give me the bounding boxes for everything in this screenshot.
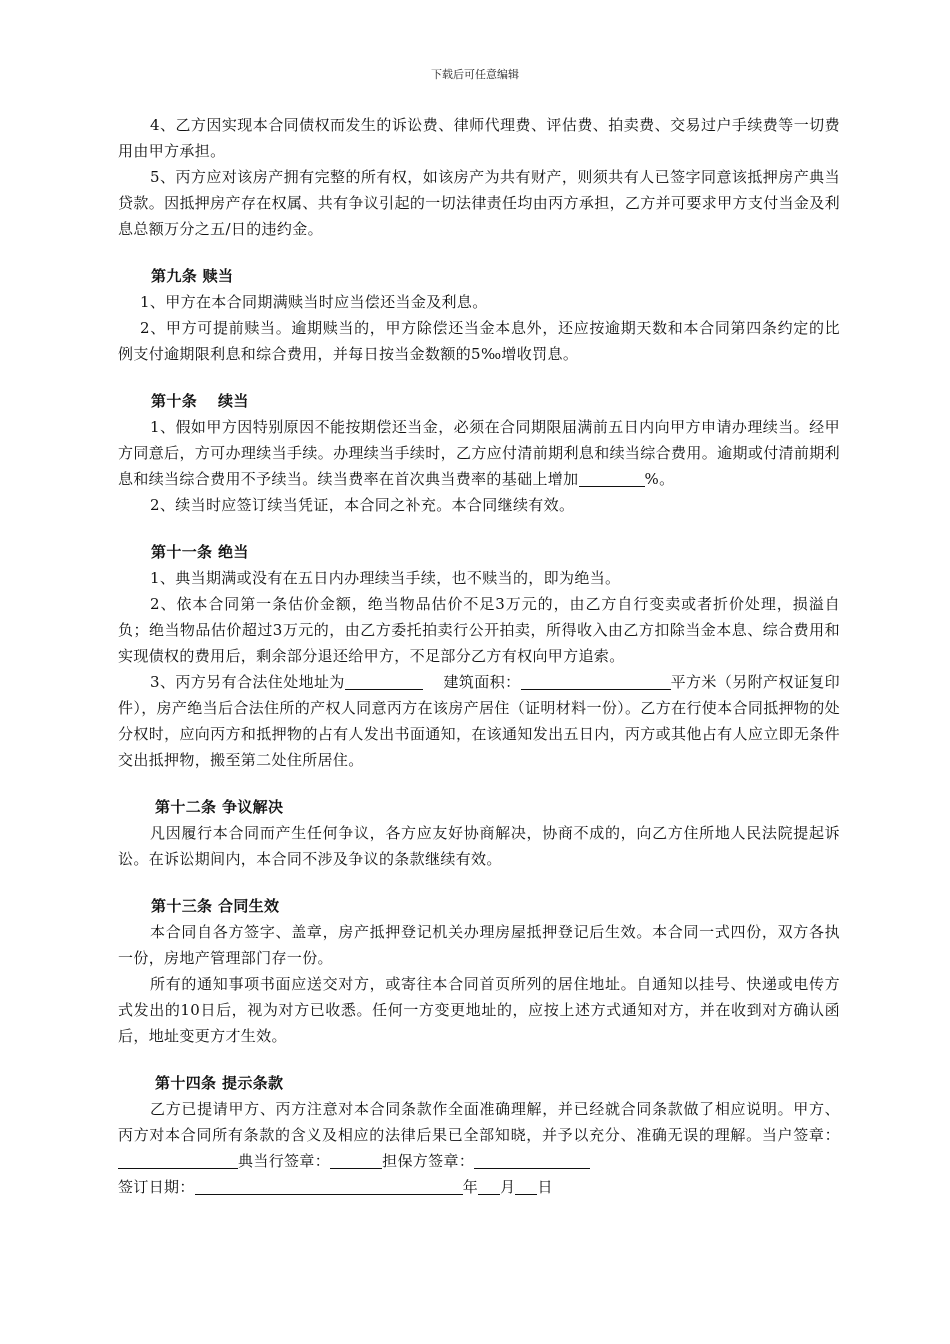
contract-body — [118, 112, 840, 1200]
art14-paragraph-1-text: 乙方已提请甲方、丙方注意对本合同条款作全面准确理解，并已经就合同条款做了相应说明。甲方、丙方对本合同所有条款的含义及相应的法律后果已全部知晓，并予以充分、准确无误的理解。 — [118, 1100, 840, 1144]
month-blank — [478, 1176, 500, 1195]
art8-paragraph-5: 5、丙方应对该房产拥有完整的所有权，如该房产为共有财产，则须共有人已签字同意该抵押房产典当贷款。因抵押房产存在权属、共有争议引起的一切法律责任均由丙方承担，乙方并可要求甲方支付当金及利息总额万分之五/日的违约金。 — [118, 168, 840, 238]
address-label: 3、丙方另有合法住处地址为 — [150, 673, 345, 691]
month-label: 月 — [500, 1178, 516, 1196]
pawner-sign-label: 当户签章： — [761, 1126, 840, 1144]
year-label: 年 — [462, 1178, 479, 1196]
art13-paragraph-1: 本合同自各方签字、盖章，房产抵押登记机关办理房屋抵押登记后生效。本合同一式四份，双方各执一份，房地产管理部门存一份。 — [118, 923, 840, 967]
art11-paragraph-1: 1、典当期满或没有在五日内办理续当手续，也不赎当的，即为绝当。 — [150, 569, 621, 587]
day-label: 日 — [537, 1178, 553, 1196]
page-header: 下载后可任意编辑 — [431, 68, 519, 81]
art11-paragraph-2: 2、依本合同第一条估价金额，绝当物品估价不足3万元的，由乙方自行变卖或者折价处理，损溢自负；绝当物品估价超过3万元的，由乙方委托拍卖行公开拍卖，所得收入由乙方扣除当金本息、综合费用和实现债权的费用后，剩余部分退还给甲方，不足部分乙方有权向甲方追索。 — [118, 595, 840, 665]
pawner-sign-blank — [118, 1150, 238, 1169]
pawnshop-sign-label: 典当行签章： — [238, 1152, 331, 1170]
art9-paragraph-2: 2、甲方可提前赎当。逾期赎当的，甲方除偿还当金本息外，还应按逾期天数和本合同第四条约定的比例支付逾期限利息和综合费用，并每日按当金数额的5‰增收罚息。 — [118, 319, 840, 363]
article-9-heading: 第九条 赎当 — [151, 267, 234, 285]
art10-paragraph-2: 2、续当时应签订续当凭证，本合同之补充。本合同继续有效。 — [150, 496, 575, 514]
art10-paragraph-1-text: 1、假如甲方因特别原因不能按期偿还当金，必须在合同期限届满前五日内向甲方申请办理续当。经甲方同意后，方可办理续当手续。办理续当手续时，乙方应付清前期利息和续当综合费用。逾期或付清前期利息和续当综合费用不予续当。续当费率在首次典当费率的基础上增加 — [118, 418, 840, 488]
art11-paragraph-3-text: 平方米（另附产权证复印件），房产绝当后合法住所的产权人同意丙方在该房产居住（证明材料一份）。乙方在行使本合同抵押物的处分权时，应向丙方和抵押物的占有人发出书面通知，在该通知发出五日内，丙方或其他占有人应立即无条件交出抵押物，搬至第二处住所居住。 — [118, 673, 840, 769]
area-label: 建筑面积： — [422, 673, 521, 691]
date-label: 签订日期： — [118, 1178, 195, 1196]
art10-paragraph-1 — [118, 414, 840, 492]
guarantor-sign-label: 担保方签章： — [382, 1152, 475, 1170]
art12-paragraph-1: 凡因履行本合同而产生任何争议，各方应友好协商解决，协商不成的，向乙方住所地人民法院提起诉讼。在诉讼期间内，本合同不涉及争议的条款继续有效。 — [118, 824, 840, 868]
article-13-heading: 第十三条 合同生效 — [151, 897, 280, 915]
article-14-heading: 第十四条 提示条款 — [155, 1074, 284, 1092]
art13-paragraph-2: 所有的通知事项书面应送交对方，或寄往本合同首页所列的居住地址。自通知以挂号、快递或电传方式发出的10日后，视为对方已收悉。任何一方变更地址的，应按上述方式通知对方，并在收到对方确认函后，地址变更方才生效。 — [118, 975, 840, 1045]
article-10-heading: 第十条 续当 — [151, 392, 249, 410]
art11-paragraph-3 — [118, 669, 840, 773]
art14-paragraph-1 — [118, 1096, 840, 1174]
art10-percent: %。 — [644, 470, 675, 488]
signing-date-line — [118, 1174, 840, 1200]
article-12-heading: 第十二条 争议解决 — [155, 798, 284, 816]
fee-increase-blank — [579, 468, 645, 487]
art9-paragraph-1: 1、甲方在本合同期满赎当时应当偿还当金及利息。 — [140, 293, 488, 311]
pawnshop-sign-blank — [330, 1150, 382, 1169]
address-blank — [345, 671, 423, 690]
article-11-heading: 第十一条 绝当 — [151, 543, 249, 561]
guarantor-sign-blank — [474, 1150, 590, 1169]
date-blank — [195, 1176, 463, 1195]
area-blank — [521, 671, 671, 690]
art8-paragraph-4: 4、乙方因实现本合同债权而发生的诉讼费、律师代理费、评估费、拍卖费、交易过户手续费等一切费用由甲方承担。 — [118, 116, 840, 160]
day-blank — [515, 1176, 537, 1195]
